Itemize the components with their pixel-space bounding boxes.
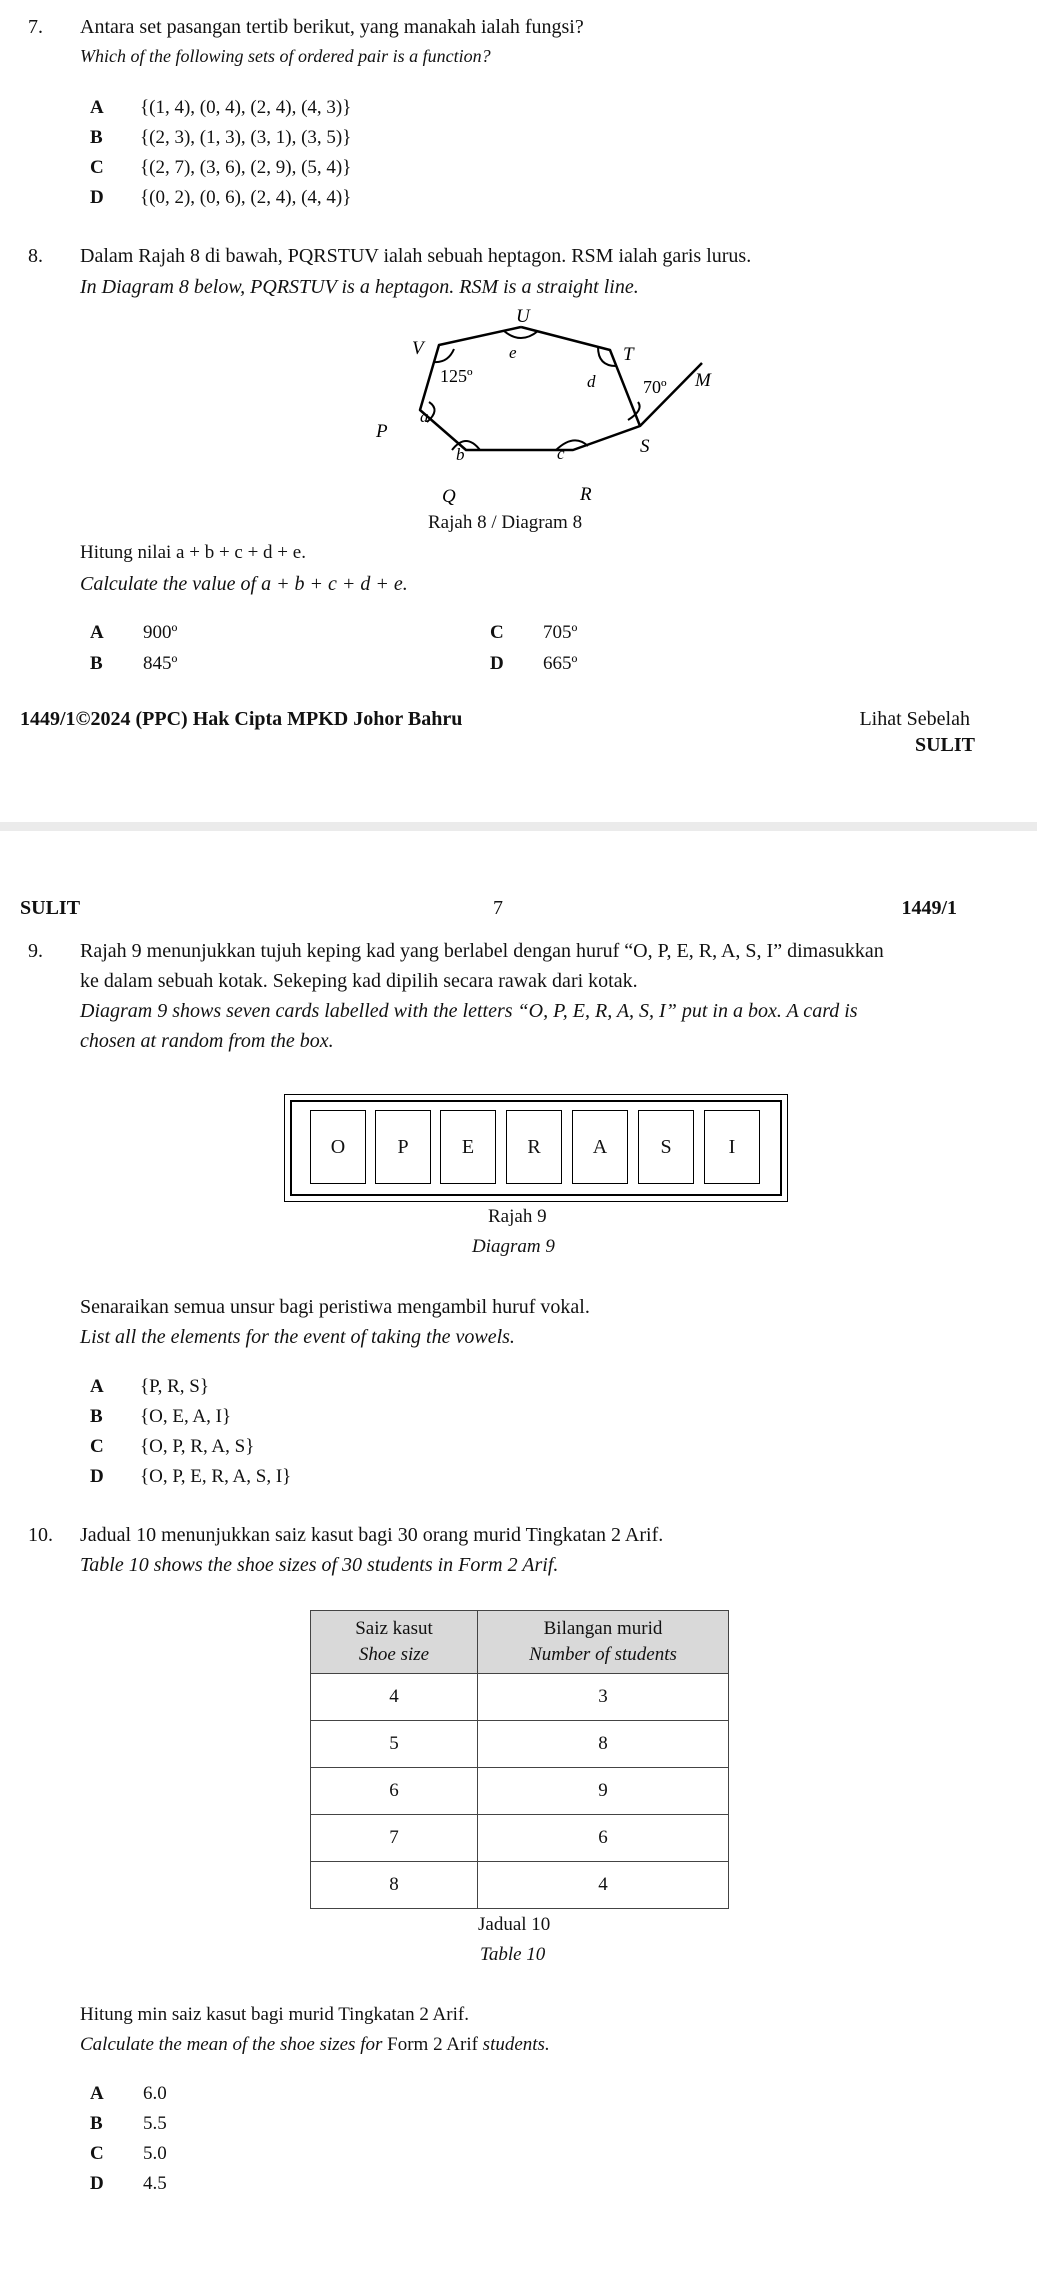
card-i: I [704, 1110, 760, 1184]
vertex-q: Q [442, 486, 456, 507]
angle-e: e [509, 343, 517, 362]
q10-option-c-letter: C [90, 2143, 104, 2164]
q8-option-b-value: 845º [143, 653, 178, 674]
q7-option-b-letter: B [90, 127, 103, 148]
q7-option-c-letter: C [90, 157, 104, 178]
cell-size: 6 [311, 1768, 478, 1815]
card-r: R [506, 1110, 562, 1184]
heptagon-diagram [360, 300, 720, 510]
q9-number: 9. [28, 940, 43, 962]
q10-prompt-en-part1: Calculate the mean of the shoe sizes for [80, 2034, 383, 2055]
q7-number: 7. [28, 16, 43, 38]
shoe-size-table [310, 1610, 729, 1909]
q10-option-d-value: 4.5 [143, 2173, 167, 2194]
footer-copyright: 1449/1©2024 (PPC) Hak Cipta MPKD Johor Bahru [20, 708, 463, 730]
q10-prompt-en-part3: students. [482, 2034, 550, 2055]
q9-option-a-value: {P, R, S} [140, 1376, 209, 1397]
cell-count: 4 [478, 1862, 729, 1909]
vertex-p: P [376, 421, 388, 442]
q10-text-ms: Jadual 10 menunjukkan saiz kasut bagi 30 orang murid Tingkatan 2 Arif. [80, 1524, 664, 1546]
q8-prompt-en: Calculate the value of a + b + c + d + e. [80, 573, 408, 595]
q8-text-en: In Diagram 8 below, PQRSTUV is a heptagon. RSM is a straight line. [80, 276, 639, 298]
q9-text-en-1: Diagram 9 shows seven cards labelled with the letters “O, P, E, R, A, S, I” put in a box. A card is [80, 1000, 858, 1022]
header-count-en: Number of students [529, 1644, 677, 1665]
header-page-number: 7 [493, 897, 503, 919]
q8-prompt-ms: Hitung nilai a + b + c + d + e. [80, 542, 306, 563]
q9-option-b-letter: B [90, 1406, 103, 1427]
q7-option-d-letter: D [90, 187, 104, 208]
q10-option-b-value: 5.5 [143, 2113, 167, 2134]
q10-caption-ms: Jadual 10 [478, 1914, 551, 1935]
angle-d: d [587, 372, 596, 391]
cell-count: 8 [478, 1721, 729, 1768]
q9-caption-en: Diagram 9 [472, 1236, 555, 1257]
q7-text-en: Which of the following sets of ordered pair is a function? [80, 46, 491, 66]
angle-a: a [420, 407, 429, 426]
vertex-m: M [695, 370, 711, 391]
q7-option-d-value: {(0, 2), (0, 6), (2, 4), (4, 4)} [140, 187, 352, 208]
angle-b: b [456, 445, 465, 464]
q8-option-d-value: 665º [543, 653, 578, 674]
q7-text-ms: Antara set pasangan tertib berikut, yang manakah ialah fungsi? [80, 16, 584, 38]
vertex-u: U [516, 306, 530, 327]
q9-prompt-en: List all the elements for the event of taking the vowels. [80, 1326, 515, 1348]
q8-option-b-letter: B [90, 653, 103, 674]
q8-option-c-letter: C [490, 622, 504, 643]
angle-v-value: 125º [440, 366, 473, 386]
card-p: P [375, 1110, 431, 1184]
card-a: A [572, 1110, 628, 1184]
table-row [311, 1721, 729, 1768]
card-e: E [440, 1110, 496, 1184]
header-size-ms: Saiz kasut [355, 1618, 433, 1639]
footer-sulit: SULIT [914, 734, 975, 756]
q9-option-b-value: {O, E, A, I} [140, 1406, 232, 1427]
angle-c: c [557, 444, 565, 463]
q9-option-c-letter: C [90, 1436, 104, 1457]
q9-text-ms-2: ke dalam sebuah kotak. Sekeping kad dipilih secara rawak dari kotak. [80, 970, 638, 992]
q10-option-b-letter: B [90, 2113, 103, 2134]
q8-option-a-value: 900º [143, 622, 178, 643]
table-row [311, 1768, 729, 1815]
table-header-count [478, 1611, 729, 1674]
header-size-en: Shoe size [358, 1644, 430, 1665]
vertex-v: V [412, 338, 424, 359]
q7-option-a-value: {(1, 4), (0, 4), (2, 4), (4, 3)} [140, 97, 352, 118]
q7-option-a-letter: A [90, 97, 104, 118]
q9-option-d-letter: D [90, 1466, 104, 1487]
q7-option-b-value: {(2, 3), (1, 3), (3, 1), (3, 5)} [140, 127, 352, 148]
cell-count: 3 [478, 1674, 729, 1721]
card-o: O [310, 1110, 366, 1184]
q9-option-c-value: {O, P, R, A, S} [140, 1436, 255, 1457]
q9-caption-ms: Rajah 9 [488, 1206, 547, 1227]
header-count-ms: Bilangan murid [543, 1618, 663, 1639]
q8-option-c-value: 705º [543, 622, 578, 643]
vertex-r: R [580, 484, 592, 505]
cell-size: 8 [311, 1862, 478, 1909]
table-header-size [311, 1611, 478, 1674]
table-row [311, 1815, 729, 1862]
table-row [311, 1862, 729, 1909]
q8-option-d-letter: D [490, 653, 504, 674]
q10-option-d-letter: D [90, 2173, 104, 2194]
vertex-t: T [623, 344, 634, 365]
q10-option-a-letter: A [90, 2083, 104, 2104]
page-separator [0, 822, 1037, 831]
q7-option-c-value: {(2, 7), (3, 6), (2, 9), (5, 4)} [140, 157, 352, 178]
q10-option-a-value: 6.0 [143, 2083, 167, 2104]
q10-text-en: Table 10 shows the shoe sizes of 30 students in Form 2 Arif. [80, 1554, 559, 1576]
q10-number: 10. [28, 1524, 53, 1546]
q9-prompt-ms: Senaraikan semua unsur bagi peristiwa mengambil huruf vokal. [80, 1296, 590, 1318]
q10-prompt-ms: Hitung min saiz kasut bagi murid Tingkatan 2 Arif. [80, 2004, 469, 2025]
q9-text-ms-1: Rajah 9 menunjukkan tujuh keping kad yang berlabel dengan huruf “O, P, E, R, A, S, I” dimasukkan [80, 940, 884, 962]
q10-caption-en: Table 10 [480, 1944, 546, 1965]
q9-text-en-2: chosen at random from the box. [80, 1030, 334, 1052]
card-s: S [638, 1110, 694, 1184]
q8-number: 8. [28, 245, 43, 267]
q10-prompt-en [80, 2034, 550, 2056]
cell-count: 9 [478, 1768, 729, 1815]
table-row [311, 1674, 729, 1721]
footer-next-page: Lihat Sebelah [859, 708, 970, 730]
q8-option-a-letter: A [90, 622, 104, 643]
cell-count: 6 [478, 1815, 729, 1862]
q10-option-c-value: 5.0 [143, 2143, 167, 2164]
cell-size: 4 [311, 1674, 478, 1721]
header-paper-code: 1449/1 [901, 897, 957, 919]
vertex-s: S [640, 436, 650, 457]
cell-size: 7 [311, 1815, 478, 1862]
cell-size: 5 [311, 1721, 478, 1768]
q8-diagram-caption: Rajah 8 / Diagram 8 [428, 512, 583, 533]
header-sulit: SULIT [20, 897, 81, 919]
angle-t-value: 70º [643, 377, 667, 397]
q9-option-a-letter: A [90, 1376, 104, 1397]
q8-text-ms: Dalam Rajah 8 di bawah, PQRSTUV ialah sebuah heptagon. RSM ialah garis lurus. [80, 245, 752, 267]
q9-option-d-value: {O, P, E, R, A, S, I} [140, 1466, 292, 1487]
q10-prompt-en-part2: Form 2 Arif [387, 2034, 478, 2055]
